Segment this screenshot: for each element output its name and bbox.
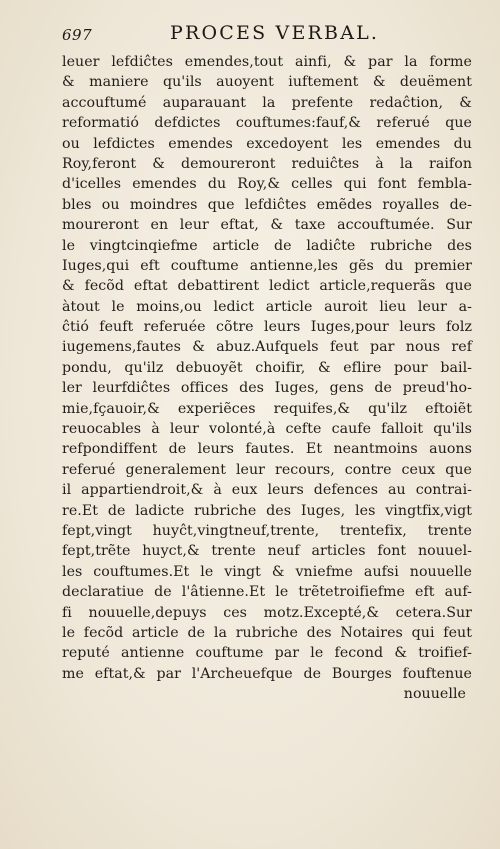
text-line: fept,trẽte huyct,& trente neuf articles font nouuel- (62, 543, 472, 560)
text-line: re.Et de ladicte rubriche des Iuges, les vingtfix,vigt (62, 502, 472, 519)
text-line: moureront en leur eftat, & taxe accouftumée. Sur (62, 217, 472, 234)
text-line: le fecõd article de la rubriche des Notaires qui feut (62, 624, 472, 641)
running-head: PROCES VERBAL. (170, 22, 380, 44)
catchword: nouuelle (403, 686, 466, 703)
text-line: accouftumé auparauant la prefente redaĉtion, & (62, 94, 472, 111)
text-line: iugemens,fautes & abuz.Aufquels feut par nous ref (62, 339, 472, 356)
page-number: 697 (62, 26, 93, 44)
text-line: Iuges,qui eft couftume antienne,les gẽs du premier (62, 257, 472, 274)
text-line: pondu, qu'ilz debuoyẽt choifir, & eflire pour bail- (62, 359, 472, 376)
text-line: d'icelles emendes du Roy,& celles qui font fembla- (62, 176, 472, 193)
text-line: le vingtcinqiefme article de ladiĉte rubriche des (62, 237, 472, 254)
text-line: ler leurfdiĉtes offices des Iuges, gens de preud'ho- (62, 380, 472, 397)
text-line: les couftumes.Et le vingt & vniefme aufsi nouuelle (62, 563, 472, 580)
text-line: àtout le moins,ou ledict article auroit lieu leur a- (62, 298, 472, 315)
text-line: reformatió defdictes couftumes:fauf,& referué que (62, 115, 472, 132)
text-line: & maniere qu'ils auoyent iuftement & deuëment (62, 74, 472, 91)
text-line: fept,vingt huyĉt,vingtneuf,trente, trentefix, trente (62, 522, 472, 539)
text-line: refpondiffent de leurs fautes. Et neantmoins auons (62, 441, 472, 458)
text-line: ou lefdictes emendes excedoyent les emendes du (62, 135, 472, 152)
text-line: il appartiendroit,& à eux leurs defences au contrai- (62, 482, 472, 499)
text-line: reputé antienne couftume par le fecond & troifief- (62, 645, 472, 662)
text-line: leuer lefdiĉtes emendes,tout ainfi, & par la forme (62, 54, 472, 70)
text-line: bles ou moindres que lefdiĉtes emẽdes royalles de- (62, 196, 472, 213)
text-line: referué generalement leur recours, contre ceux que (62, 461, 472, 478)
text-line: fi nouuelle,depuys ces motz.Excepté,& cetera.Sur (62, 604, 472, 621)
text-line: & fecõd eftat debattirent ledict article,requerãs que (62, 278, 472, 295)
text-line: me eftat,& par l'Archeuefque de Bourges fouftenue (62, 665, 472, 682)
text-line: Roy,feront & demoureront reduiĉtes à la raifon (62, 155, 472, 172)
text-line: ĉtió feuft referuée cõtre leurs Iuges,pour leurs folz (62, 319, 472, 336)
text-line: mie,fçauoir,& experiẽces requifes,& qu'ilz eftoiẽt (62, 400, 472, 417)
text-line: reuocables à leur volonté,à cefte caufe falloit qu'ils (62, 421, 472, 438)
body-text (62, 52, 472, 705)
text-line: declaratiue de l'âtienne.Et le trẽtetroifiefme eft auf- (62, 584, 472, 601)
page-header (62, 22, 462, 48)
